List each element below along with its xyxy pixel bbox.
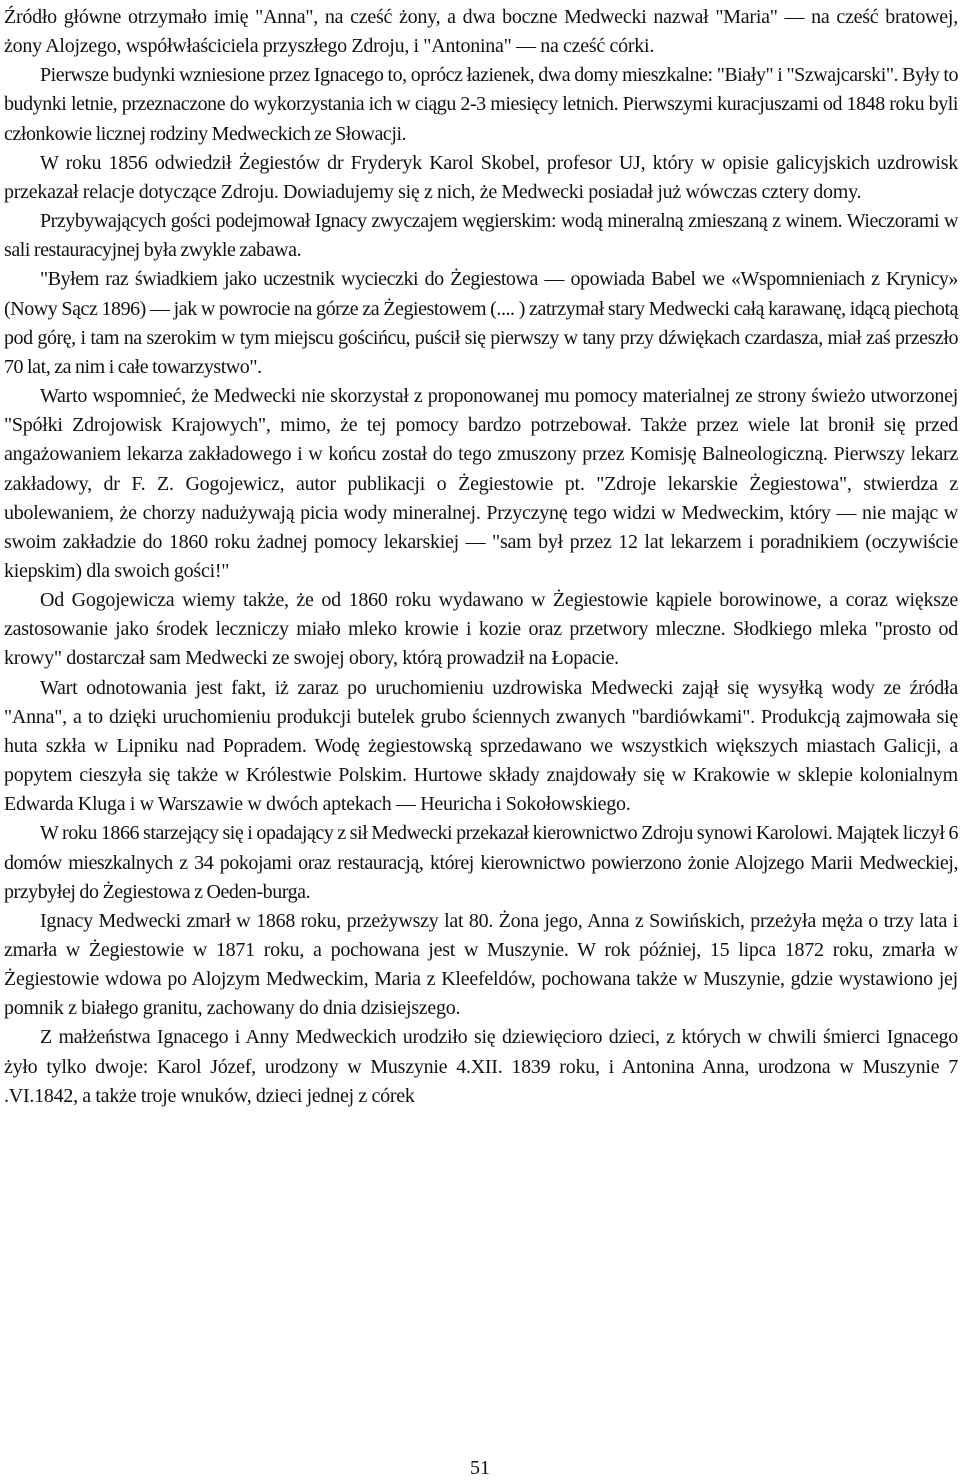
paragraph-sources-names: Źródło główne otrzymało imię "Anna", na cześć żony, a dwa boczne Medwecki nazwał "Maria" — na cześć bratowej, żony Alojzego, współwłaściciela przyszłego Zdroju, i "Antonina" — na cześć córki. [4,6,958,58]
paragraph-gogojewicz-baths: Od Gogojewicza wiemy także, że od 1860 roku wydawano w Żegiestowie kąpiele borowinowe, a coraz większe zastosowanie jako środek leczniczy miało mleko krowie i kozie oraz przetwory mleczne. Słodkiego mleka "prosto od krowy" dostarczał sam Medwecki ze swojej obory, którą prowadził na Łopacie. [4,589,958,670]
paragraph-children: Z małżeństwa Ignacego i Anny Medweckich urodziło się dziewięcioro dzieci, z których w chwili śmierci Ignacego żyło tylko dwoje: Karol Józef, urodzony w Muszynie 4.XII. 1839 roku, i Antonina Anna, urodzona w Muszynie 7 .VI.1842, a także troje wnuków, dzieci jednej z córek [4,1026,958,1107]
paragraph-first-buildings: Pierwsze budynki wzniesione przez Ignacego to, oprócz łazienek, dwa domy mieszkalne: "Biały" i "Szwajcarski". Były to budynki letnie, przeznaczone do wykorzystania ich w ciągu 2-3 miesięcy letnich. Pierwszymi kuracjuszami od 1848 roku byli członkowie licznej rodziny Medweckich ze Słowacji. [4,64,958,145]
document-page [4,3,958,1111]
paragraph-water-shipping: Wart odnotowania jest fakt, iż zaraz po uruchomieniu uzdrowiska Medwecki zajął się wysyłką wody ze źródła "Anna", a to dzięki uruchomieniu produkcji butelek grubo ściennych zwanych "bardiówkami". Produkcją zajmowała się huta szkła w Lipniku nad Popradem. Wodę żegiestowską sprzedawano we wszystkich większych miastach Galicji, a popytem cieszyła się także w Królestwie Polskim. Hurtowe składy znajdowały się w Krakowie w sklepie kolonialnym Edwarda Kluga i w Warszawie w dwóch aptekach — Heuricha i Sokołowskiego. [4,676,958,816]
paragraph-spolka-and-doctor: Warto wspomnieć, że Medwecki nie skorzystał z proponowanej mu pomocy materialnej ze strony świeżo utworzonej "Spółki Zdrojowisk Krajowych", mimo, że tej pomocy bardzo potrzebował. Także przez wiele lat bronił się przed angażowaniem lekarza zakładowego i w końcu został do tego zmuszony przez Komisję Balneologiczną. Pierwszy lekarz zakładowy, dr F. Z. Gogojewicz, autor publikacji o Żegiestowie pt. "Zdroje lekarskie Żegiestowa", stwierdza z ubolewaniem, że chorzy nadużywają picia wody mineralnej. Przyczynę tego widzi w Medweckim, który — nie mając w swoim zakładzie do 1860 roku żadnej pomocy lekarskiej — "sam był przez 12 lat lekarzem i poradnikiem (oczywiście kiepskim) dla swoich gości!" [4,385,958,582]
paragraph-guests-reception: Przybywających gości podejmował Ignacy zwyczajem węgierskim: wodą mineralną zmieszaną z winem. Wieczorami w sali restauracyjnej była zwykle zabawa. [4,210,958,262]
paragraph-babel-quote: "Byłem raz świadkiem jako uczestnik wycieczki do Żegiestowa — opowiada Babel we «Wspomnieniach z Krynicy» (Nowy Sącz 1896) — jak w powrocie na górze za Żegiestowem (.... ) zatrzymał stary Medwecki całą karawanę, idącą piechotą pod górę, i tam na szerokim w tym miejscu gościńcu, puścił się pierwszy w tany przy dźwiękach czardasza, miał zaś przeszło 70 lat, za nim i całe towarzystwo". [4,268,958,378]
paragraph-deaths: Ignacy Medwecki zmarł w 1868 roku, przeżywszy lat 80. Żona jego, Anna z Sowińskich, przeżyła męża o trzy lata i zmarła w Żegiestowie w 1871 roku, a pochowana jest w Muszynie. W rok później, 15 lipca 1872 roku, zmarła w Żegiestowie wdowa po Alojzym Medweckim, Maria z Kleefeldów, pochowana także w Muszynie, gdzie wystawiono jej pomnik z białego granitu, zachowany do dnia dzisiejszego. [4,909,958,1020]
paragraph-handover-to-karol: W roku 1866 starzejący się i opadający z sił Medwecki przekazał kierownictwo Zdroju synowi Karolowi. Majątek liczył 6 domów mieszkalnych z 34 pokojami oraz restauracją, której kierownictwo powierzono żonie Alojzego Marii Medweckiej, przybyłej do Żegiestowa z Oeden-burga. [4,822,958,903]
paragraph-skobel-visit: W roku 1856 odwiedził Żegiestów dr Fryderyk Karol Skobel, profesor UJ, który w opisie galicyjskich uzdrowisk przekazał relacje dotyczące Zdroju. Dowiadujemy się z nich, że Medwecki posiadał już wówczas cztery domy. [4,151,958,203]
page-number: 51 [470,1457,490,1479]
